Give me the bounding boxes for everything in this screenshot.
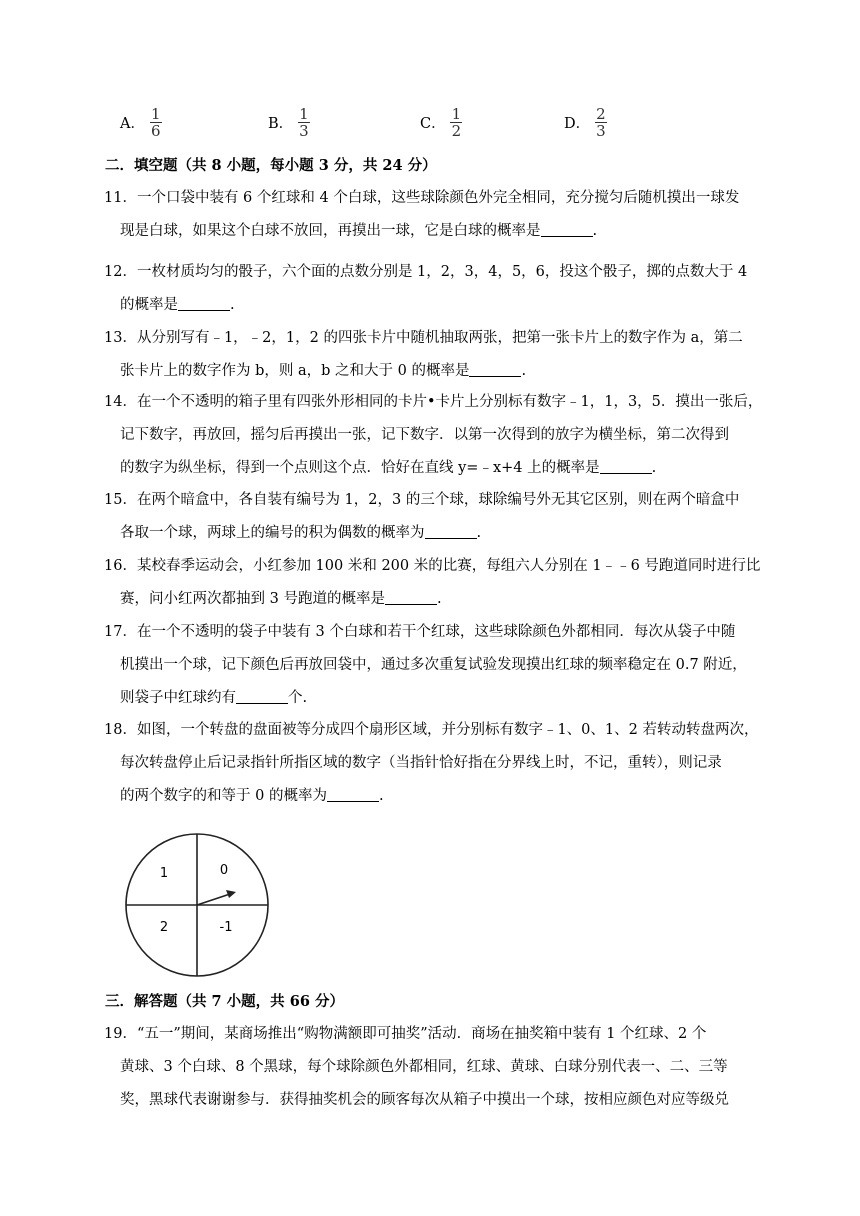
choice-a: A． $\frac{1}{6}$ [120, 105, 161, 140]
question-11: 11．一个口袋中装有 6 个红球和 4 个白球，这些球除颜色外完全相同，充分搅匀后随机摸出一球发 现是白球，如果这个白球不放回，再摸出一球，它是白球的概率是 . [104, 190, 740, 239]
fraction: $\frac{2}{3}$ [596, 105, 606, 140]
question-14: 14．在一个不透明的箱子里有四张外形相同的卡片•卡片上分别标有数字﹣1，1，3，5．摸出一张后， 记下数字，再放回，摇匀后再摸出一张，记下数字．以第一次得到的放字为横坐标，第二次得到 的数字为纵坐标，得到一个点则这个点．恰好在直线 y=﹣x+4 上的概率是 . [104, 394, 763, 476]
dial-label-2: 2 [159, 920, 169, 935]
answer-blank [469, 362, 521, 377]
answer-blank [385, 590, 437, 605]
fraction: $\frac{1}{2}$ [451, 105, 462, 140]
fraction: $\frac{1}{3}$ [299, 105, 309, 140]
answer-blank [327, 787, 379, 802]
question-17: 17．在一个不透明的袋子中装有 3 个白球和若干个红球，这些球除颜色外都相同．每次从袋子中随 机摸出一个球，记下颜色后再放回袋中，通过多次重复试验发现摸出红球的频率稳定在 0.7 附近， 则袋子中红球约有 个. [104, 624, 747, 706]
answer-blank [541, 222, 593, 237]
question-15: 15．在两个暗盒中，各自装有编号为 1，2，3 的三个球，球除编号外无其它区别，则在两个暗盒中 各取一个球，两球上的编号的积为偶数的概率为 . [104, 492, 740, 541]
answer-blank [425, 524, 477, 539]
choice-b: B． $\frac{1}{3}$ [268, 105, 309, 140]
spinner-dial [124, 832, 270, 978]
question-12: 12．一枚材质均匀的骰子，六个面的点数分别是 1，2，3，4，5，6，投这个骰子，掷的点数大于 4 的概率是 . [104, 264, 748, 313]
answer-blank [236, 689, 288, 704]
section-heading: 二．填空题（共 8 小题，每小题 3 分，共 24 分） [105, 157, 437, 174]
answer-blank [600, 459, 652, 474]
fraction: $\frac{1}{6}$ [150, 105, 161, 140]
dial-label-0: 0 [219, 863, 229, 878]
question-13: 13．从分别写有﹣1，﹣2，1，2 的四张卡片中随机抽取两张，把第一张卡片上的数字作为 a，第二 张卡片上的数字作为 b，则 a，b 之和大于 0 的概率是 . [104, 330, 743, 379]
question-16: 16．某校春季运动会，小红参加 100 米和 200 米的比赛，每组六人分别在 1﹣﹣6 号跑道同时进行比 赛，问小红两次都抽到 3 号跑道的概率是 . [104, 558, 761, 607]
question-18: 18．如图，一个转盘的盘面被等分成四个扇形区域，并分别标有数字﹣1、0、1、2 若转动转盘两次， 每次转盘停止后记录指针所指区域的数字（当指针恰好指在分界线上时，不记，重转），则记录 的两个数字的和等于 0 的概率为 . [104, 722, 759, 804]
answer-blank [178, 296, 230, 311]
question-19: 19．“五一”期间，某商场推出“购物满额即可抽奖”活动．商场在抽奖箱中装有 1 个红球、2 个 黄球、3 个白球、8 个黑球，每个球除颜色外都相同，红球、黄球、白球分别代表一、二、三等 奖，黑球代表谢谢参与．获得抽奖机会的顾客每次从箱子中摸出一个球，按相应颜色对应等级兑 [104, 1026, 729, 1108]
choice-d: D． $\frac{2}{3}$ [564, 105, 606, 140]
dial-label-neg1: -1 [219, 920, 233, 935]
choice-c: C． $\frac{1}{2}$ [420, 105, 462, 140]
section-heading: 三．解答题（共 7 小题，共 66 分） [105, 993, 344, 1010]
dial-label-1: 1 [159, 866, 169, 881]
